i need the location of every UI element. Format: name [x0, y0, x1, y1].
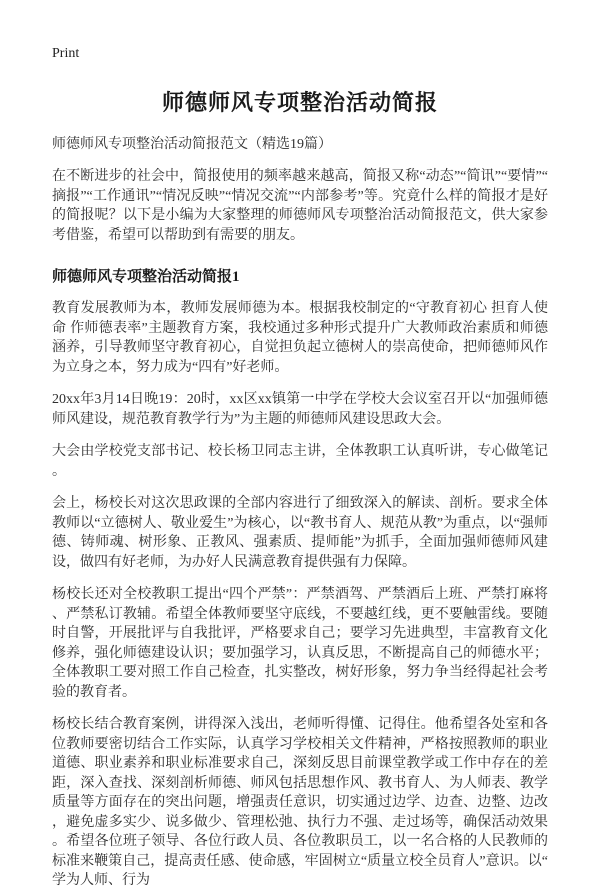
article-paragraph: 会上，杨校长对这次思政课的全部内容进行了细致深入的解读、剖析。要求全体教师以“立德树人、敬业爱生”为核心，以“教书育人、规范从教”为重点，以“强师德、铸师魂、树形象、正教风、强素质、提师能”为抓手，全面加强师德师风建设，做四有好老师，为办好人民满意教育提供强有力保障。: [52, 496, 548, 570]
article-paragraph: 杨校长结合教育案例，讲得深入浅出，老师听得懂、记得住。他希望各处室和各位教师要密切结合工作实际，认真学习学校相关文件精神，严格按照教师的职业道德、职业素养和职业标准要求自己，深刻反思目前课堂教学或工作中存在的差距，深入查找、深刻剖析师德、师风包括思想作风、教书育人、为人师表、教学质量等方面存在的突出问题，增强责任意识，切实通过边学、边查、边整、边改，避免虚多实少、说多做少、管理松弛、执行力不强、走过场等，确保活动效果。希望各位班子领导、各位行政人员、各位教职员工，以一名合格的人民教师的标准来鞭策自己，提高责任感、使命感，牢固树立“质量立校全员育人”意识。以“学为人师、行为: [52, 717, 548, 888]
document-subtitle: 师德师风专项整治活动简报范文（精选19篇）: [52, 137, 332, 152]
article-paragraph: 杨校长还对全校教职工提出“四个严禁”：严禁酒驾、严禁酒后上班、严禁打麻将、严禁私订教辅。希望全体教师要坚守底线，不要越红线，更不要触雷线。要随时自警，开展批评与自我批评，严格要求自己；要学习先进典型，丰富教育文化修养，强化师德建设认识；要加强学习，认真反思，不断提高自己的师德水平；全体教职工要对照工作自己检查，扎实整改，树好形象，努力争当经得起社会考验的教育者。: [52, 587, 548, 700]
print-button[interactable]: Print: [52, 46, 80, 61]
article-paragraph: 大会由学校党支部书记、校长杨卫同志主讲，全体教职工认真听讲，专心做笔记。: [52, 444, 548, 479]
article-paragraph: 20xx年3月14日晚19：20时，xx区xx镇第一中学在学校大会议室召开以“加强师德师风建设，规范教育教学行为”为主题的师德师风建设思政大会。: [52, 392, 548, 427]
section-heading: 师德师风专项整治活动简报1: [52, 269, 240, 285]
page-title: 师德师风专项整治活动简报: [161, 90, 438, 115]
article-paragraph: 教育发展教师为本，教师发展师德为本。根据我校制定的“守教育初心 担育人使命 作师德表率”主题教育方案，我校通过多种形式提升广大教师政治素质和师德涵养，引导教师坚守教育初心，自觉担负起立德树人的崇高使命，把师德师风作为立身之本，努力成为“四有”好老师。: [52, 301, 548, 375]
article-body: [52, 299, 548, 891]
intro-paragraph: 在不断进步的社会中，简报使用的频率越来越高，简报又称“动态”“简讯”“要情”“摘报”“工作通讯”“情况反映”“情况交流”“内部参考”等。究竟什么样的简报才是好的简报呢？以下是小编为大家整理的师德师风专项整治活动简报范文，供大家参考借鉴，希望可以帮助到有需要的朋友。: [52, 169, 548, 243]
